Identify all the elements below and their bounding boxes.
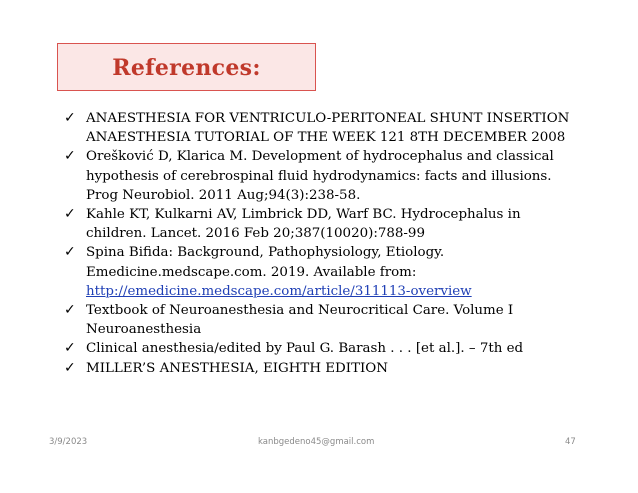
- list-item: [64, 359, 584, 378]
- footer-page-number: 47: [565, 437, 576, 447]
- list-item: [64, 147, 584, 205]
- page-title: References:: [112, 55, 261, 81]
- reference-link[interactable]: http://emedicine.medscape.com/article/311113-overview: [86, 283, 472, 299]
- reference-text: Spina Bifida: Background, Pathophysiology, Etiology. Emedicine.medscape.com. 2019. Available from:: [86, 245, 445, 280]
- checkmark-icon: ✓: [64, 340, 76, 357]
- checkmark-icon: ✓: [64, 302, 76, 319]
- list-item: [64, 243, 584, 301]
- reference-text: Clinical anesthesia/edited by Paul G. Barash . . . [et al.]. – 7th ed: [86, 341, 524, 357]
- footer-date: 3/9/2023: [49, 437, 88, 447]
- list-item: [64, 109, 584, 147]
- reference-text: Kahle KT, Kulkarni AV, Limbrick DD, Warf BC. Hydrocephalus in children. Lancet. 2016 Feb 20;387(10020):788-99: [86, 207, 521, 242]
- checkmark-icon: ✓: [64, 244, 76, 261]
- footer-email: kanbgedeno45@gmail.com: [258, 437, 375, 447]
- reference-text: Textbook of Neuroanesthesia and Neurocritical Care. Volume I Neuroanesthesia: [86, 303, 514, 338]
- reference-text: ANAESTHESIA FOR VENTRICULO-PERITONEAL SHUNT INSERTION ANAESTHESIA TUTORIAL OF THE WEEK 121 8TH DECEMBER 2008: [86, 111, 570, 146]
- checkmark-icon: ✓: [64, 148, 76, 165]
- list-item: [64, 301, 584, 339]
- checkmark-icon: ✓: [64, 206, 76, 223]
- list-item: [64, 205, 584, 243]
- checkmark-icon: ✓: [64, 110, 76, 126]
- list-item: [64, 339, 584, 358]
- reference-text: Orešković D, Klarica M. Development of hydrocephalus and classical hypothesis of cerebrospinal fluid hydrodynamics: facts and illusions. Prog Neurobiol. 2011 Aug;94(3):238-58.: [86, 149, 554, 203]
- title-box: [57, 43, 316, 91]
- reference-text: MILLER’S ANESTHESIA, EIGHTH EDITION: [86, 360, 388, 376]
- checkmark-icon: ✓: [64, 359, 76, 376]
- reference-list: [64, 109, 584, 378]
